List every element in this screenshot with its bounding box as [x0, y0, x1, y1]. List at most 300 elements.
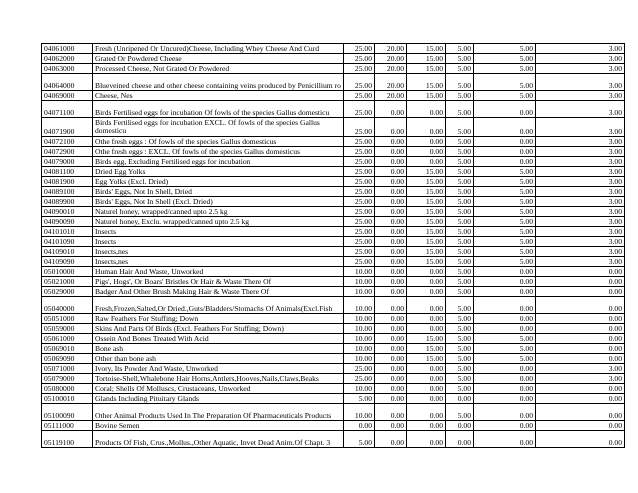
rate-cell-2: 0.00	[375, 394, 407, 404]
rate-cell-1: 25.00	[344, 54, 375, 64]
rate-cell-5: 0.00	[474, 277, 536, 287]
rate-cell-3: 15.00	[407, 74, 446, 91]
rate-cell-6: 3.00	[536, 74, 625, 91]
rate-cell-1: 5.00	[344, 394, 375, 404]
rate-cell-2: 0.00	[375, 207, 407, 217]
rate-cell-6: 0.00	[536, 277, 625, 287]
hs-code-cell: 05100010	[42, 394, 93, 404]
hs-code-cell: 04109090	[42, 257, 93, 267]
rate-cell-1: 25.00	[344, 91, 375, 101]
description-cell: Insects	[93, 227, 344, 237]
table-row	[42, 167, 625, 177]
table-row	[42, 177, 625, 187]
rate-cell-1: 10.00	[344, 277, 375, 287]
table-row	[42, 297, 625, 314]
table-row	[42, 187, 625, 197]
rate-cell-3: 0.00	[407, 314, 446, 324]
rate-cell-4: 5.00	[446, 267, 474, 277]
description-cell: Insects,nes	[93, 257, 344, 267]
rate-cell-5: 0.00	[474, 394, 536, 404]
rate-cell-3: 15.00	[407, 54, 446, 64]
rate-cell-3: 15.00	[407, 91, 446, 101]
rate-cell-3: 15.00	[407, 207, 446, 217]
rate-cell-5: 5.00	[474, 197, 536, 207]
description-cell: Insects	[93, 237, 344, 247]
rate-cell-6: 3.00	[536, 217, 625, 227]
rate-cell-4: 5.00	[446, 277, 474, 287]
description-cell: Skins And Parts Of Birds (Excl. Feathers For Stuffing; Down)	[93, 324, 344, 334]
rate-cell-5: 0.00	[474, 374, 536, 384]
rate-cell-4: 5.00	[446, 384, 474, 394]
hs-code-cell: 04081100	[42, 167, 93, 177]
rate-cell-2: 0.00	[375, 101, 407, 118]
rate-cell-2: 0.00	[375, 118, 407, 137]
hs-code-cell: 04079000	[42, 157, 93, 167]
table-row	[42, 44, 625, 54]
table-row	[42, 118, 625, 137]
table-row	[42, 147, 625, 157]
description-cell: Cheese, Nes	[93, 91, 344, 101]
rate-cell-6: 0.00	[536, 344, 625, 354]
rate-cell-1: 10.00	[344, 354, 375, 364]
rate-cell-6: 0.00	[536, 334, 625, 344]
rate-cell-3: 0.00	[407, 101, 446, 118]
rate-cell-4: 5.00	[446, 297, 474, 314]
description-cell: Tortoise-Shell,Whalebone Hair Horns,Antlers,Hooves,Nails,Claws,Beaks	[93, 374, 344, 384]
rate-cell-1: 25.00	[344, 74, 375, 91]
rate-cell-5: 0.00	[474, 137, 536, 147]
rate-cell-5: 5.00	[474, 247, 536, 257]
rate-cell-3: 0.00	[407, 431, 446, 448]
rate-cell-1: 25.00	[344, 187, 375, 197]
rate-cell-5: 5.00	[474, 187, 536, 197]
rate-cell-1: 10.00	[344, 404, 375, 421]
table-row	[42, 217, 625, 227]
rate-cell-1: 25.00	[344, 237, 375, 247]
rate-cell-6: 3.00	[536, 197, 625, 207]
rate-cell-5: 0.00	[474, 267, 536, 277]
table-row	[42, 314, 625, 324]
rate-cell-1: 25.00	[344, 157, 375, 167]
hs-code-cell: 04090090	[42, 217, 93, 227]
rate-cell-2: 0.00	[375, 257, 407, 267]
description-cell: Birds egg, Excluding Fertilised eggs for incubation	[93, 157, 344, 167]
rate-cell-3: 15.00	[407, 44, 446, 54]
table-row	[42, 207, 625, 217]
rate-cell-5: 5.00	[474, 334, 536, 344]
rate-cell-1: 25.00	[344, 101, 375, 118]
rate-cell-1: 25.00	[344, 257, 375, 267]
table-row	[42, 324, 625, 334]
hs-code-cell: 05071000	[42, 364, 93, 374]
hs-code-cell: 04072900	[42, 147, 93, 157]
hs-code-cell: 05079000	[42, 374, 93, 384]
description-cell: Coral; Shells Of Molluscs, Crustaceans, Unworked	[93, 384, 344, 394]
rate-cell-1: 25.00	[344, 44, 375, 54]
rate-cell-4: 5.00	[446, 354, 474, 364]
rate-cell-3: 0.00	[407, 364, 446, 374]
table-row	[42, 374, 625, 384]
rate-cell-2: 0.00	[375, 364, 407, 374]
rate-cell-1: 25.00	[344, 64, 375, 74]
rate-cell-2: 0.00	[375, 217, 407, 227]
rate-cell-1: 10.00	[344, 287, 375, 297]
rate-cell-2: 0.00	[375, 227, 407, 237]
hs-code-cell: 04101010	[42, 227, 93, 237]
description-cell: Insects,nes	[93, 247, 344, 257]
rate-cell-6: 3.00	[536, 177, 625, 187]
rate-cell-5: 0.00	[474, 297, 536, 314]
rate-cell-3: 0.00	[407, 277, 446, 287]
rate-cell-4: 5.00	[446, 314, 474, 324]
description-cell: Fresh (Unripened Or Uncured)Cheese, Including Whey Cheese And Curd	[93, 44, 344, 54]
rate-cell-4: 5.00	[446, 187, 474, 197]
rate-cell-5: 5.00	[474, 207, 536, 217]
hs-code-cell: 04089900	[42, 197, 93, 207]
rate-cell-2: 0.00	[375, 324, 407, 334]
rate-cell-6: 3.00	[536, 187, 625, 197]
rate-cell-4: 0.00	[446, 394, 474, 404]
hs-code-cell: 04101090	[42, 237, 93, 247]
rate-cell-5: 5.00	[474, 64, 536, 74]
rate-cell-1: 10.00	[344, 267, 375, 277]
hs-code-cell: 05051000	[42, 314, 93, 324]
rate-cell-3: 15.00	[407, 354, 446, 364]
rate-cell-4: 5.00	[446, 227, 474, 237]
rate-cell-4: 5.00	[446, 364, 474, 374]
rate-cell-2: 0.00	[375, 197, 407, 207]
table-row	[42, 334, 625, 344]
rate-cell-6: 0.00	[536, 394, 625, 404]
hs-code-cell: 04081900	[42, 177, 93, 187]
rate-cell-4: 5.00	[446, 324, 474, 334]
rate-cell-2: 20.00	[375, 91, 407, 101]
rate-cell-2: 20.00	[375, 74, 407, 91]
rate-cell-6: 3.00	[536, 44, 625, 54]
rate-cell-5: 5.00	[474, 344, 536, 354]
rate-cell-2: 0.00	[375, 177, 407, 187]
rate-cell-3: 15.00	[407, 217, 446, 227]
rate-cell-3: 0.00	[407, 287, 446, 297]
rate-cell-5: 5.00	[474, 74, 536, 91]
rate-cell-4: 5.00	[446, 177, 474, 187]
hs-code-cell: 04090010	[42, 207, 93, 217]
table-row	[42, 74, 625, 91]
rate-cell-1: 10.00	[344, 344, 375, 354]
rate-cell-6: 3.00	[536, 118, 625, 137]
rate-cell-4: 5.00	[446, 247, 474, 257]
hs-code-cell: 05040000	[42, 297, 93, 314]
rate-cell-1: 25.00	[344, 207, 375, 217]
table-row	[42, 384, 625, 394]
rate-cell-6: 3.00	[536, 147, 625, 157]
rate-cell-5: 5.00	[474, 91, 536, 101]
rate-cell-5: 5.00	[474, 354, 536, 364]
rate-cell-3: 15.00	[407, 64, 446, 74]
table-row	[42, 54, 625, 64]
description-cell: Badger And Other Brush Making Hair & Waste There Of	[93, 287, 344, 297]
rate-cell-3: 0.00	[407, 157, 446, 167]
rate-cell-5: 0.00	[474, 101, 536, 118]
description-cell: Dried Egg Yolks	[93, 167, 344, 177]
rate-cell-2: 0.00	[375, 334, 407, 344]
rate-cell-6: 3.00	[536, 64, 625, 74]
hs-code-cell: 05069010	[42, 344, 93, 354]
description-cell: Ivory, Its Powder And Waste, Unworked	[93, 364, 344, 374]
table-row	[42, 354, 625, 364]
rate-cell-3: 0.00	[407, 394, 446, 404]
rate-cell-2: 0.00	[375, 187, 407, 197]
hs-code-cell: 04089100	[42, 187, 93, 197]
rate-cell-2: 0.00	[375, 374, 407, 384]
rate-cell-1: 10.00	[344, 324, 375, 334]
table-row	[42, 344, 625, 354]
table-row	[42, 137, 625, 147]
rate-cell-5: 0.00	[474, 364, 536, 374]
rate-cell-3: 15.00	[407, 247, 446, 257]
rate-cell-5: 5.00	[474, 227, 536, 237]
rate-cell-1: 10.00	[344, 314, 375, 324]
description-cell: Naturel honey, wrapped/canned upto 2.5 kg	[93, 207, 344, 217]
rate-cell-2: 0.00	[375, 404, 407, 421]
rate-cell-5: 0.00	[474, 404, 536, 421]
description-cell: Raw Feathers For Stuffing; Down	[93, 314, 344, 324]
rate-cell-4: 5.00	[446, 197, 474, 207]
rate-cell-6: 0.00	[536, 384, 625, 394]
rate-cell-4: 5.00	[446, 101, 474, 118]
rate-cell-3: 15.00	[407, 227, 446, 237]
hs-code-cell: 05061000	[42, 334, 93, 344]
description-cell: Glands Including Pituitary Glands	[93, 394, 344, 404]
rate-cell-1: 25.00	[344, 197, 375, 207]
rate-cell-2: 0.00	[375, 431, 407, 448]
hs-code-cell: 05059000	[42, 324, 93, 334]
rate-cell-2: 0.00	[375, 287, 407, 297]
rate-cell-3: 0.00	[407, 404, 446, 421]
rate-cell-3: 0.00	[407, 297, 446, 314]
tariff-table	[41, 43, 625, 448]
table-row	[42, 394, 625, 404]
hs-code-cell: 05010000	[42, 267, 93, 277]
description-cell: Birds Fertilised eggs for incubation EXCL. Of fowls of the species Gallus domesticu	[93, 118, 344, 137]
rate-cell-3: 0.00	[407, 147, 446, 157]
rate-cell-4: 5.00	[446, 257, 474, 267]
rate-cell-2: 20.00	[375, 44, 407, 54]
rate-cell-6: 3.00	[536, 227, 625, 237]
rate-cell-4: 5.00	[446, 44, 474, 54]
rate-cell-1: 25.00	[344, 137, 375, 147]
rate-cell-6: 3.00	[536, 101, 625, 118]
rate-cell-3: 15.00	[407, 177, 446, 187]
table-row	[42, 157, 625, 167]
rate-cell-3: 15.00	[407, 167, 446, 177]
rate-cell-4: 5.00	[446, 118, 474, 137]
rate-cell-5: 0.00	[474, 431, 536, 448]
hs-code-cell: 04071100	[42, 101, 93, 118]
rate-cell-2: 0.00	[375, 147, 407, 157]
rate-cell-1: 0.00	[344, 421, 375, 431]
table-row	[42, 91, 625, 101]
rate-cell-4: 5.00	[446, 64, 474, 74]
table-row	[42, 421, 625, 431]
rate-cell-5: 0.00	[474, 314, 536, 324]
description-cell: Blueveined cheese and other cheese containing veins produced by Penicillium ro	[93, 74, 344, 91]
rate-cell-6: 0.00	[536, 404, 625, 421]
hs-code-cell: 05100090	[42, 404, 93, 421]
rate-cell-4: 5.00	[446, 217, 474, 227]
rate-cell-3: 0.00	[407, 267, 446, 277]
description-cell: Fresh,Frozen,Salted,Or Dried.,Guts/Bladders/Stomachs Of Animals(Excl.Fish	[93, 297, 344, 314]
table-row	[42, 404, 625, 421]
description-cell: Products Of Fish, Crus.,Mollus.,Other Aquatic, Invet Dead Anim.Of Chapt. 3	[93, 431, 344, 448]
rate-cell-3: 15.00	[407, 187, 446, 197]
rate-cell-1: 10.00	[344, 297, 375, 314]
rate-cell-1: 25.00	[344, 147, 375, 157]
table-row	[42, 364, 625, 374]
description-cell: Birds' Eggs, Not In Shell (Excl. Dried)	[93, 197, 344, 207]
hs-code-cell: 05021000	[42, 277, 93, 287]
rate-cell-6: 3.00	[536, 157, 625, 167]
rate-cell-4: 5.00	[446, 207, 474, 217]
rate-cell-6: 3.00	[536, 207, 625, 217]
rate-cell-3: 15.00	[407, 197, 446, 207]
description-cell: Human Hair And Waste, Unworked	[93, 267, 344, 277]
table-row	[42, 267, 625, 277]
table-row	[42, 227, 625, 237]
description-cell: Pigs', Hogs', Or Boars' Bristles Or Hair & Waste There Of	[93, 277, 344, 287]
hs-code-cell: 04064000	[42, 74, 93, 91]
rate-cell-4: 5.00	[446, 404, 474, 421]
rate-cell-6: 0.00	[536, 287, 625, 297]
table-row	[42, 277, 625, 287]
rate-cell-3: 15.00	[407, 344, 446, 354]
description-cell: Other than bone ash	[93, 354, 344, 364]
hs-code-cell: 04062000	[42, 54, 93, 64]
rate-cell-2: 0.00	[375, 354, 407, 364]
description-cell: Other Animal Products Used In The Preparation Of Pharmaceuticals Products	[93, 404, 344, 421]
table-row	[42, 237, 625, 247]
rate-cell-1: 25.00	[344, 167, 375, 177]
rate-cell-5: 0.00	[474, 384, 536, 394]
rate-cell-3: 15.00	[407, 334, 446, 344]
rate-cell-6: 0.00	[536, 324, 625, 334]
rate-cell-1: 5.00	[344, 431, 375, 448]
hs-code-cell: 04061000	[42, 44, 93, 54]
rate-cell-1: 25.00	[344, 118, 375, 137]
rate-cell-4: 5.00	[446, 287, 474, 297]
rate-cell-6: 3.00	[536, 364, 625, 374]
hs-code-cell: 04109010	[42, 247, 93, 257]
rate-cell-2: 0.00	[375, 247, 407, 257]
rate-cell-1: 25.00	[344, 227, 375, 237]
rate-cell-3: 0.00	[407, 384, 446, 394]
rate-cell-6: 0.00	[536, 267, 625, 277]
rate-cell-3: 15.00	[407, 237, 446, 247]
table-row	[42, 64, 625, 74]
rate-cell-1: 10.00	[344, 334, 375, 344]
rate-cell-2: 0.00	[375, 167, 407, 177]
rate-cell-1: 25.00	[344, 247, 375, 257]
rate-cell-2: 0.00	[375, 297, 407, 314]
rate-cell-3: 15.00	[407, 257, 446, 267]
rate-cell-6: 3.00	[536, 167, 625, 177]
rate-cell-6: 0.00	[536, 354, 625, 364]
rate-cell-3: 0.00	[407, 421, 446, 431]
rate-cell-6: 3.00	[536, 54, 625, 64]
rate-cell-4: 5.00	[446, 54, 474, 64]
description-cell: Bone ash	[93, 344, 344, 354]
rate-cell-6: 0.00	[536, 297, 625, 314]
table-row	[42, 257, 625, 267]
description-cell: Ossein And Bones Treated With Acid	[93, 334, 344, 344]
rate-cell-5: 0.00	[474, 287, 536, 297]
table-row	[42, 287, 625, 297]
rate-cell-6: 3.00	[536, 237, 625, 247]
rate-cell-1: 25.00	[344, 364, 375, 374]
rate-cell-1: 25.00	[344, 374, 375, 384]
description-cell: Birds Fertilised eggs for incubation Of fowls of the species Gallus domesticu	[93, 101, 344, 118]
rate-cell-5: 0.00	[474, 324, 536, 334]
table-row	[42, 247, 625, 257]
hs-code-cell: 05029000	[42, 287, 93, 297]
rate-cell-4: 5.00	[446, 91, 474, 101]
description-cell: Bovine Semen	[93, 421, 344, 431]
rate-cell-5: 5.00	[474, 257, 536, 267]
rate-cell-6: 0.00	[536, 421, 625, 431]
rate-cell-3: 0.00	[407, 374, 446, 384]
hs-code-cell: 04069000	[42, 91, 93, 101]
rate-cell-4: 5.00	[446, 147, 474, 157]
rate-cell-5: 5.00	[474, 44, 536, 54]
tariff-table-body	[42, 44, 625, 448]
rate-cell-4: 0.00	[446, 431, 474, 448]
rate-cell-3: 0.00	[407, 137, 446, 147]
description-cell: Othe fresh eggs : EXCL. Of fowls of the species Gallus domesticus	[93, 147, 344, 157]
description-cell: Othe fresh eggs : Of fowls of the species Gallus domesticus	[93, 137, 344, 147]
rate-cell-4: 5.00	[446, 374, 474, 384]
rate-cell-2: 0.00	[375, 237, 407, 247]
rate-cell-5: 5.00	[474, 237, 536, 247]
rate-cell-6: 0.00	[536, 431, 625, 448]
rate-cell-5: 5.00	[474, 217, 536, 227]
rate-cell-4: 5.00	[446, 137, 474, 147]
description-cell: Birds' Eggs, Not In Shell, Dried	[93, 187, 344, 197]
hs-code-cell: 05080000	[42, 384, 93, 394]
rate-cell-2: 0.00	[375, 277, 407, 287]
rate-cell-6: 3.00	[536, 374, 625, 384]
hs-code-cell: 05069090	[42, 354, 93, 364]
rate-cell-1: 25.00	[344, 217, 375, 227]
hs-code-cell: 05111000	[42, 421, 93, 431]
hs-code-cell: 04072100	[42, 137, 93, 147]
rate-cell-5: 5.00	[474, 54, 536, 64]
rate-cell-2: 0.00	[375, 344, 407, 354]
rate-cell-6: 3.00	[536, 137, 625, 147]
rate-cell-1: 25.00	[344, 177, 375, 187]
hs-code-cell: 05119100	[42, 431, 93, 448]
rate-cell-4: 5.00	[446, 167, 474, 177]
rate-cell-6: 0.00	[536, 314, 625, 324]
description-cell: Egg Yolks (Excl. Dried)	[93, 177, 344, 187]
rate-cell-3: 0.00	[407, 324, 446, 334]
rate-cell-2: 0.00	[375, 157, 407, 167]
rate-cell-4: 5.00	[446, 74, 474, 91]
rate-cell-5: 0.00	[474, 147, 536, 157]
rate-cell-3: 0.00	[407, 118, 446, 137]
rate-cell-2: 0.00	[375, 384, 407, 394]
rate-cell-6: 3.00	[536, 247, 625, 257]
rate-cell-2: 0.00	[375, 314, 407, 324]
